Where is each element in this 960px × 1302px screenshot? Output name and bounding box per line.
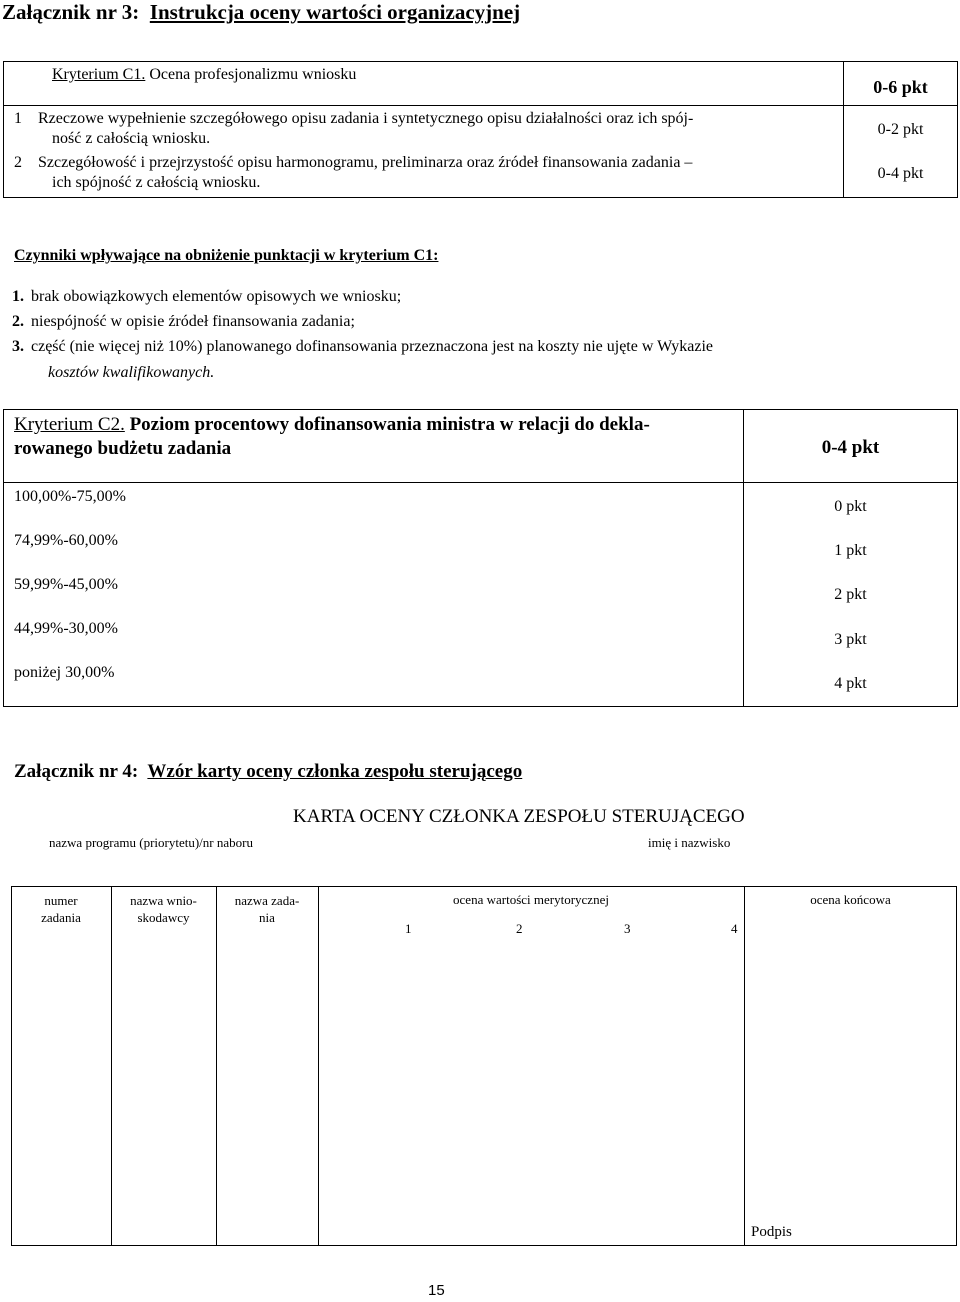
col-header-applicant: nazwa wnio- skodawcy — [130, 893, 197, 925]
c2-title-line2: rowanego budżetu zadania — [14, 438, 232, 459]
factor-item-3 — [12, 338, 713, 356]
factor-text: niespójność w opisie źródeł finansowania zadania; — [31, 313, 355, 330]
c1-row2-line1: Szczegółowość i przejrzystość opisu harmonogramu, preliminarza oraz źródeł finansowania zadania – — [38, 154, 693, 171]
annex3-heading — [2, 0, 520, 25]
annex4-title: Wzór karty oceny członka zespołu sterującego — [147, 761, 523, 782]
factor-item-2 — [12, 313, 355, 331]
c2-score-2: 1 pkt — [834, 542, 867, 559]
col-header-task: nazwa zada- nia — [234, 893, 300, 925]
c2-range-3: 59,99%-45,00% — [14, 576, 118, 593]
col-header-number: numer zadania — [41, 893, 81, 925]
col-header-merit: ocena wartości merytorycznej — [453, 892, 609, 907]
c2-score-1: 0 pkt — [834, 498, 867, 515]
c2-title — [14, 413, 650, 461]
factor-text: część (nie więcej niż 10%) planowanego dofinansowania przeznaczona jest na koszty nie ujęte w Wykazie — [31, 338, 713, 355]
c1-row2-line2: ich spójność z całością wniosku. — [52, 174, 261, 191]
merit-sub-2: 2 — [516, 921, 523, 936]
factor-item-1 — [12, 288, 401, 306]
c1-row1-line1: Rzeczowe wypełnienie szczegółowego opisu zadania i syntetycznego opisu działalności oraz ich spój- — [38, 110, 694, 127]
page-number: 15 — [428, 1282, 445, 1299]
c2-range-5: poniżej 30,00% — [14, 664, 115, 681]
c2-points: 0-4 pkt — [821, 437, 880, 458]
factors-heading: Czynniki wpływające na obniżenie punktacji w kryterium C1: — [14, 247, 439, 264]
factor-num: 3. — [12, 338, 24, 355]
c2-title-line1: Poziom procentowy dofinansowania ministra w relacji do dekla- — [129, 414, 650, 435]
merit-sub-4: 4 — [731, 921, 738, 936]
c1-row1-line2: ność z całością wniosku. — [52, 130, 211, 147]
c1-title: Ocena profesjonalizmu wniosku — [149, 66, 357, 83]
c1-label: Kryterium C1. — [52, 66, 146, 83]
c2-range-1: 100,00%-75,00% — [14, 488, 126, 505]
c1-header — [52, 66, 356, 84]
program-label: nazwa programu (priorytetu)/nr naboru — [49, 835, 253, 850]
c1-row2-num: 2 — [14, 154, 22, 171]
annex3-label: Załącznik nr 3: — [2, 0, 140, 24]
signature-label: Podpis — [751, 1224, 792, 1240]
c2-range-2: 74,99%-60,00% — [14, 532, 118, 549]
c2-score-4: 3 pkt — [834, 631, 867, 648]
card-title: KARTA OCENY CZŁONKA ZESPOŁU STERUJĄCEGO — [293, 806, 745, 827]
annex4-heading — [14, 761, 522, 783]
c1-row2-points: 0-4 pkt — [877, 165, 924, 182]
name-label: imię i nazwisko — [648, 835, 731, 850]
c2-score-5: 4 pkt — [834, 675, 867, 692]
annex4-label: Załącznik nr 4: — [14, 761, 139, 782]
c1-row1-num: 1 — [14, 110, 22, 127]
card-table — [11, 886, 957, 1246]
col-header-final: ocena końcowa — [810, 892, 891, 907]
c1-row1-points: 0-2 pkt — [877, 121, 924, 138]
merit-sub-3: 3 — [624, 921, 631, 936]
c2-range-4: 44,99%-30,00% — [14, 620, 118, 637]
annex3-title: Instrukcja oceny wartości organizacyjnej — [149, 0, 521, 24]
c1-header-points: 0-6 pkt — [873, 77, 928, 97]
c2-score-3: 2 pkt — [834, 586, 867, 603]
factor-num: 2. — [12, 313, 24, 330]
factor-num: 1. — [12, 288, 24, 305]
factor-item-3-cont: kosztów kwalifikowanych. — [48, 364, 215, 381]
merit-sub-1: 1 — [405, 921, 412, 936]
factor-text: brak obowiązkowych elementów opisowych we wniosku; — [31, 288, 402, 305]
c2-label: Kryterium C2. — [14, 414, 125, 435]
